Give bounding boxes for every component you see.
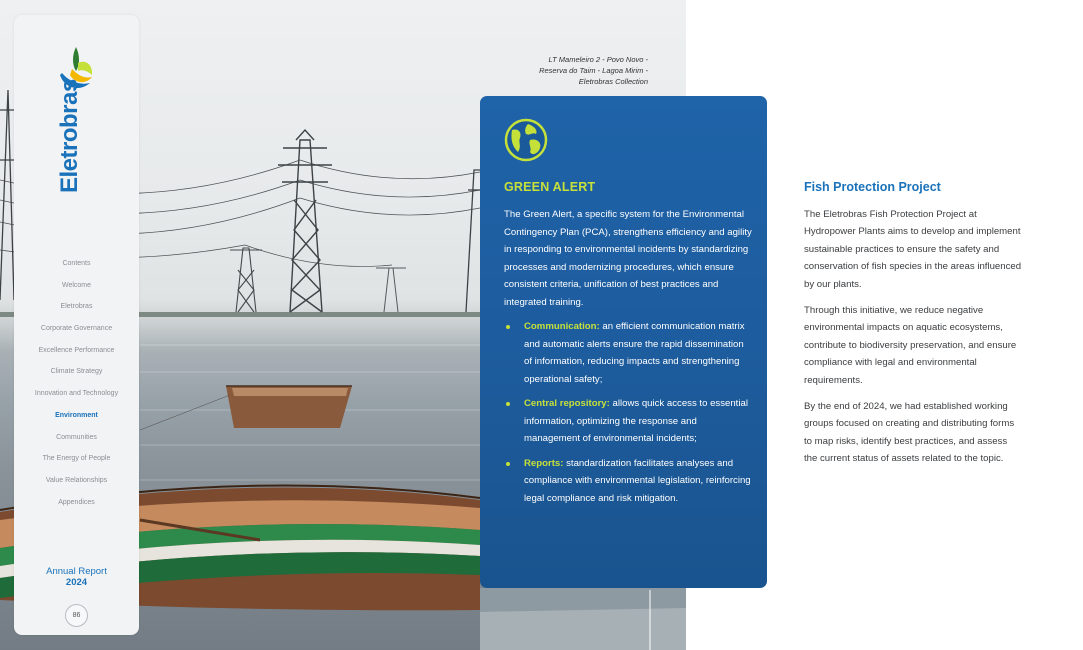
bullet-central-repository (504, 395, 752, 448)
annual-report-label (14, 566, 139, 588)
sidebar-item-energy-of-people[interactable]: The Energy of People (42, 455, 111, 463)
bullet-text: allows quick access to essential information, optimizing the response and management of environmental incidents; (524, 398, 748, 444)
photo-caption (500, 54, 648, 87)
report-year: 2024 (65, 577, 88, 588)
sidebar-item-corporate-governance[interactable]: Corporate Governance (40, 325, 113, 333)
paragraph: By the end of 2024, we had established working groups focused on creating and distributing forms to map risks, identify best practices, and assess the current status of assets related to the topic. (804, 401, 1015, 465)
eletrobras-wordmark: Eletrobras (56, 79, 83, 193)
bullet-reports (504, 455, 752, 508)
sidebar-item-excellence-performance[interactable]: Excellence Performance (38, 346, 115, 354)
sidebar-item-climate-strategy[interactable]: Climate Strategy (50, 368, 103, 376)
page-number: 86 (65, 604, 88, 627)
bullet-text: standardization facilitates analyses and compliance with environmental legislation, reinforcing legal compliance and risk mitigation. (524, 457, 751, 504)
panel-title: GREEN ALERT (504, 180, 596, 194)
paragraph: Through this initiative, we reduce negative environmental impacts on aquatic ecosystems, contribute to biodiversity preservation, and ensure compliance with legal and environmental requirements. (804, 305, 1017, 386)
paragraph: The Eletrobras Fish Protection Project at Hydropower Plants aims to develop and implement sustainable practices to ensure the safety and conservation of fish species in the areas influenced by our plants. (804, 209, 1022, 290)
green-alert-panel (480, 96, 767, 588)
panel-intro: The Green Alert, a specific system for the Environmental Contingency Plan (PCA), strengthens efficiency and agility in responding to environmental incidents by standardizing processes and modernizing procedures, which ensure consistent criteria, unification of best practices and integrated training. (504, 209, 752, 308)
sidebar-item-communities[interactable]: Communities (56, 433, 97, 441)
fish-protection-title: Fish Protection Project (804, 180, 941, 194)
bullet-text: an efficient communication matrix and automatic alerts ensure the rapid dissemination of information, reducing impacts and strengthening operational safety; (524, 321, 745, 385)
sidebar-item-appendices[interactable]: Appendices (58, 498, 95, 506)
caption-line: Eletrobras Collection (578, 77, 648, 86)
fish-protection-body (804, 206, 1022, 477)
bullet-lead: Communication: (524, 321, 600, 332)
sidebar (14, 15, 139, 635)
sidebar-item-welcome[interactable]: Welcome (61, 281, 92, 289)
sidebar-item-value-relationships[interactable]: Value Relationships (45, 476, 108, 484)
sidebar-nav (14, 253, 139, 513)
bullet-lead: Central repository: (524, 398, 610, 409)
report-title: Annual Report (46, 566, 107, 577)
sidebar-item-eletrobras[interactable]: Eletrobras (60, 303, 93, 311)
sidebar-item-contents[interactable]: Contents (62, 260, 91, 267)
panel-body (504, 206, 752, 514)
caption-line: LT Mameleiro 2 - Povo Novo - (548, 55, 648, 64)
bullet-communication (504, 318, 752, 388)
caption-line: Reserva do Taim - Lagoa Mirim - (539, 66, 648, 75)
sidebar-item-innovation-technology[interactable]: Innovation and Technology (34, 390, 119, 398)
bullet-lead: Reports: (524, 457, 564, 469)
sidebar-item-environment[interactable]: Environment (55, 411, 98, 419)
globe-icon (504, 118, 548, 162)
